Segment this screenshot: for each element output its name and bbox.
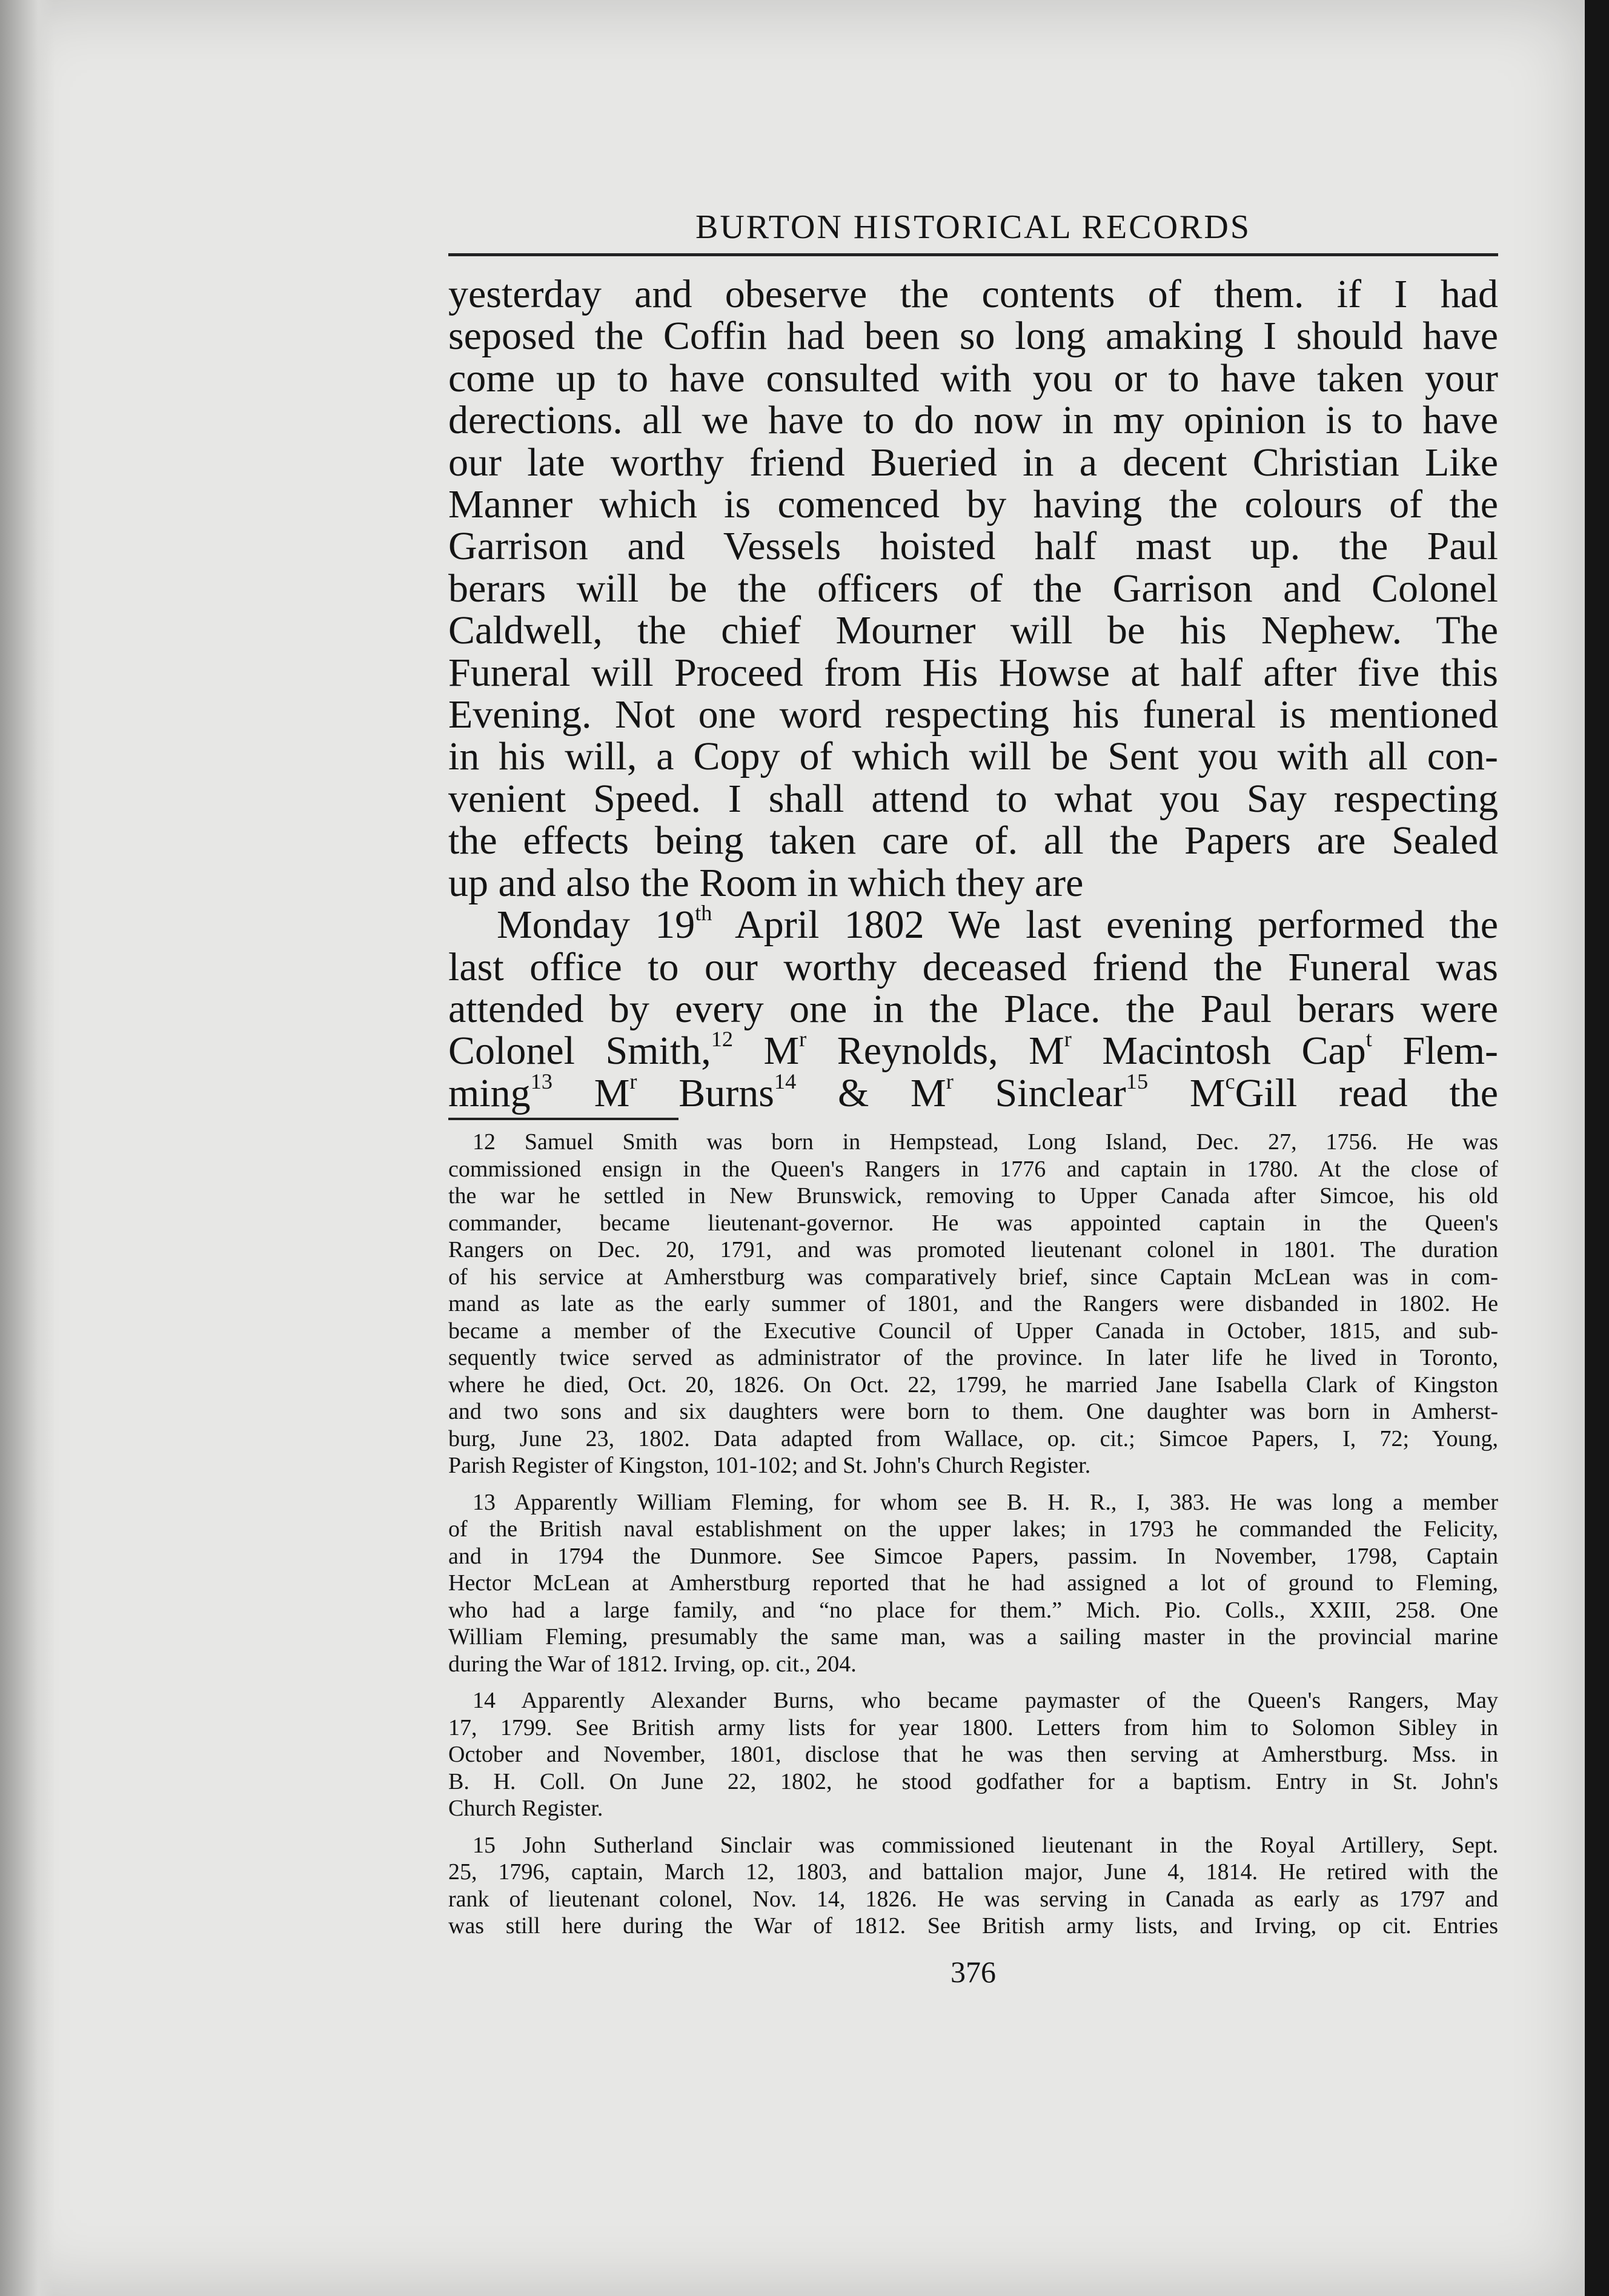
body-line: attended by every one in the Place. the Paul berars were bbox=[448, 986, 1498, 1031]
body-line: berars will be the officers of the Garrison and Colonel bbox=[448, 566, 1498, 611]
footnote-14: 14 Apparently Alexander Burns, who became paymaster of the Queen's Rangers, May 17, 1799. See British army lists for year 1800. Letters from him to Solomon Sibley in October and November, 1801, disclose that he was then serving at Amherstburg. Mss. in B. H. Coll. On June 22, 1802, he stood godfather for a baptism. Entry in St. John's Church Register. bbox=[448, 1688, 1498, 1822]
body-line: Evening. Not one word respecting his funeral is mentioned bbox=[448, 692, 1498, 737]
footnote-ref: 12 bbox=[711, 1027, 733, 1052]
body-line: the effects being taken care of. all the Papers are Sealed bbox=[448, 818, 1498, 863]
footnote-13: 13 Apparently William Fleming, for whom see B. H. R., I, 383. He was long a member of the British naval establishment on the upper lakes; in 1793 he commanded the Felicity, and in 1794 the Dunmore. See Simcoe Papers, passim. In November, 1798, Captain Hector McLean at Amherstburg reported that he had assigned a lot of ground to Fleming, who had a large family, and “no place for them.” Mich. Pio. Colls., XXIII, 258. One William Fleming, presumably the same man, was a sailing master in the provincial marine during the War of 1812. Irving, op. cit., 204. bbox=[448, 1489, 1498, 1677]
body-line: Garrison and Vessels hoisted half mast up. the Paul bbox=[448, 524, 1498, 569]
footnote-ref: 15 bbox=[1126, 1069, 1149, 1093]
footnote-12: 12 Samuel Smith was born in Hempstead, Long Island, Dec. 27, 1756. He was commissioned ensign in the Queen's Rangers in 1776 and captain in 1780. At the close of the war he settled in New Brunswick, removing to Upper Canada after Simcoe, his old commander, became lieutenant-governor. He was appointed captain in the Queen's Rangers on Dec. 20, 1791, and was promoted lieutenant colonel in 1801. The duration of his service at Amherstburg was comparatively brief, since Captain McLean was in com- mand as late as the early summer of 1801, and the Rangers were disbanded in 1802. He became a member of the Executive Council of Upper Canada in October, 1815, and sub- sequently twice served as administrator of the province. In later life he lived in Toronto, where he died, Oct. 20, 1826. On Oct. 22, 1799, he married Jane Isabella Clark of Kingston and two sons and six daughters were born to them. One daughter was born in Amherst- burg, June 23, 1802. Data adapted from Wallace, op. cit.; Simcoe Papers, I, 72; Young, Parish Register of Kingston, 101-102; and St. John's Church Register. bbox=[448, 1129, 1498, 1479]
body-line: Manner which is comenced by having the colours of the bbox=[448, 482, 1498, 527]
body-line: our late worthy friend Bueried in a decent Christian Like bbox=[448, 440, 1498, 485]
text-block bbox=[448, 206, 1498, 1989]
body-line: seposed the Coffin had been so long amaking I should have bbox=[448, 314, 1498, 359]
footnote-15: 15 John Sutherland Sinclair was commissioned lieutenant in the Royal Artillery, Sept. 25, 1796, captain, March 12, 1803, and battalion major, June 4, 1814. He retired with the rank of lieutenant colonel, Nov. 14, 1826. He was serving in Canada as early as 1797 and was still here during the War of 1812. See British army lists, and Irving, op cit. Entries bbox=[448, 1832, 1498, 1939]
body-line: Caldwell, the chief Mourner will be his Nephew. The bbox=[448, 608, 1498, 653]
body-line: come up to have consulted with you or to have taken your bbox=[448, 356, 1498, 400]
footnote-ref: 13 bbox=[530, 1069, 552, 1093]
main-text bbox=[448, 273, 1498, 1114]
body-line: Colonel Smith,$^{12}$ $M^r$ Reynolds, $M^r$ Macintosh Cap$^t$ Flem- bbox=[448, 1027, 1499, 1073]
footnote-ref: 14 bbox=[774, 1069, 797, 1093]
body-line: venient Speed. I shall attend to what you Say respecting bbox=[448, 776, 1498, 821]
body-line: yesterday and obeserve the contents of them. if I had bbox=[448, 272, 1498, 316]
footnote-rule bbox=[448, 1118, 678, 1120]
body-line: Monday 19th April 1802 We last evening performed the bbox=[497, 901, 1498, 947]
body-line: up and also the Room in which they are bbox=[448, 860, 1084, 905]
page-gutter-shadow bbox=[0, 0, 55, 2296]
body-line: derections. all we have to do now in my opinion is to have bbox=[448, 398, 1498, 443]
page-number: 376 bbox=[950, 1954, 996, 1989]
body-line: ming$^{13}$ $M^r$ Burns$^{14}$ & $M^r$ Sinclear$^{15}$ $M^cGill$ read the bbox=[448, 1069, 1498, 1115]
body-line: last office to our worthy deceased friend the Funeral was bbox=[448, 944, 1498, 989]
running-head: BURTON HISTORICAL RECORDS bbox=[448, 206, 1498, 256]
body-line: in his will, a Copy of which will be Sent you with all con- bbox=[448, 734, 1498, 779]
body-line: Funeral will Proceed from His Howse at half after five this bbox=[448, 650, 1498, 695]
